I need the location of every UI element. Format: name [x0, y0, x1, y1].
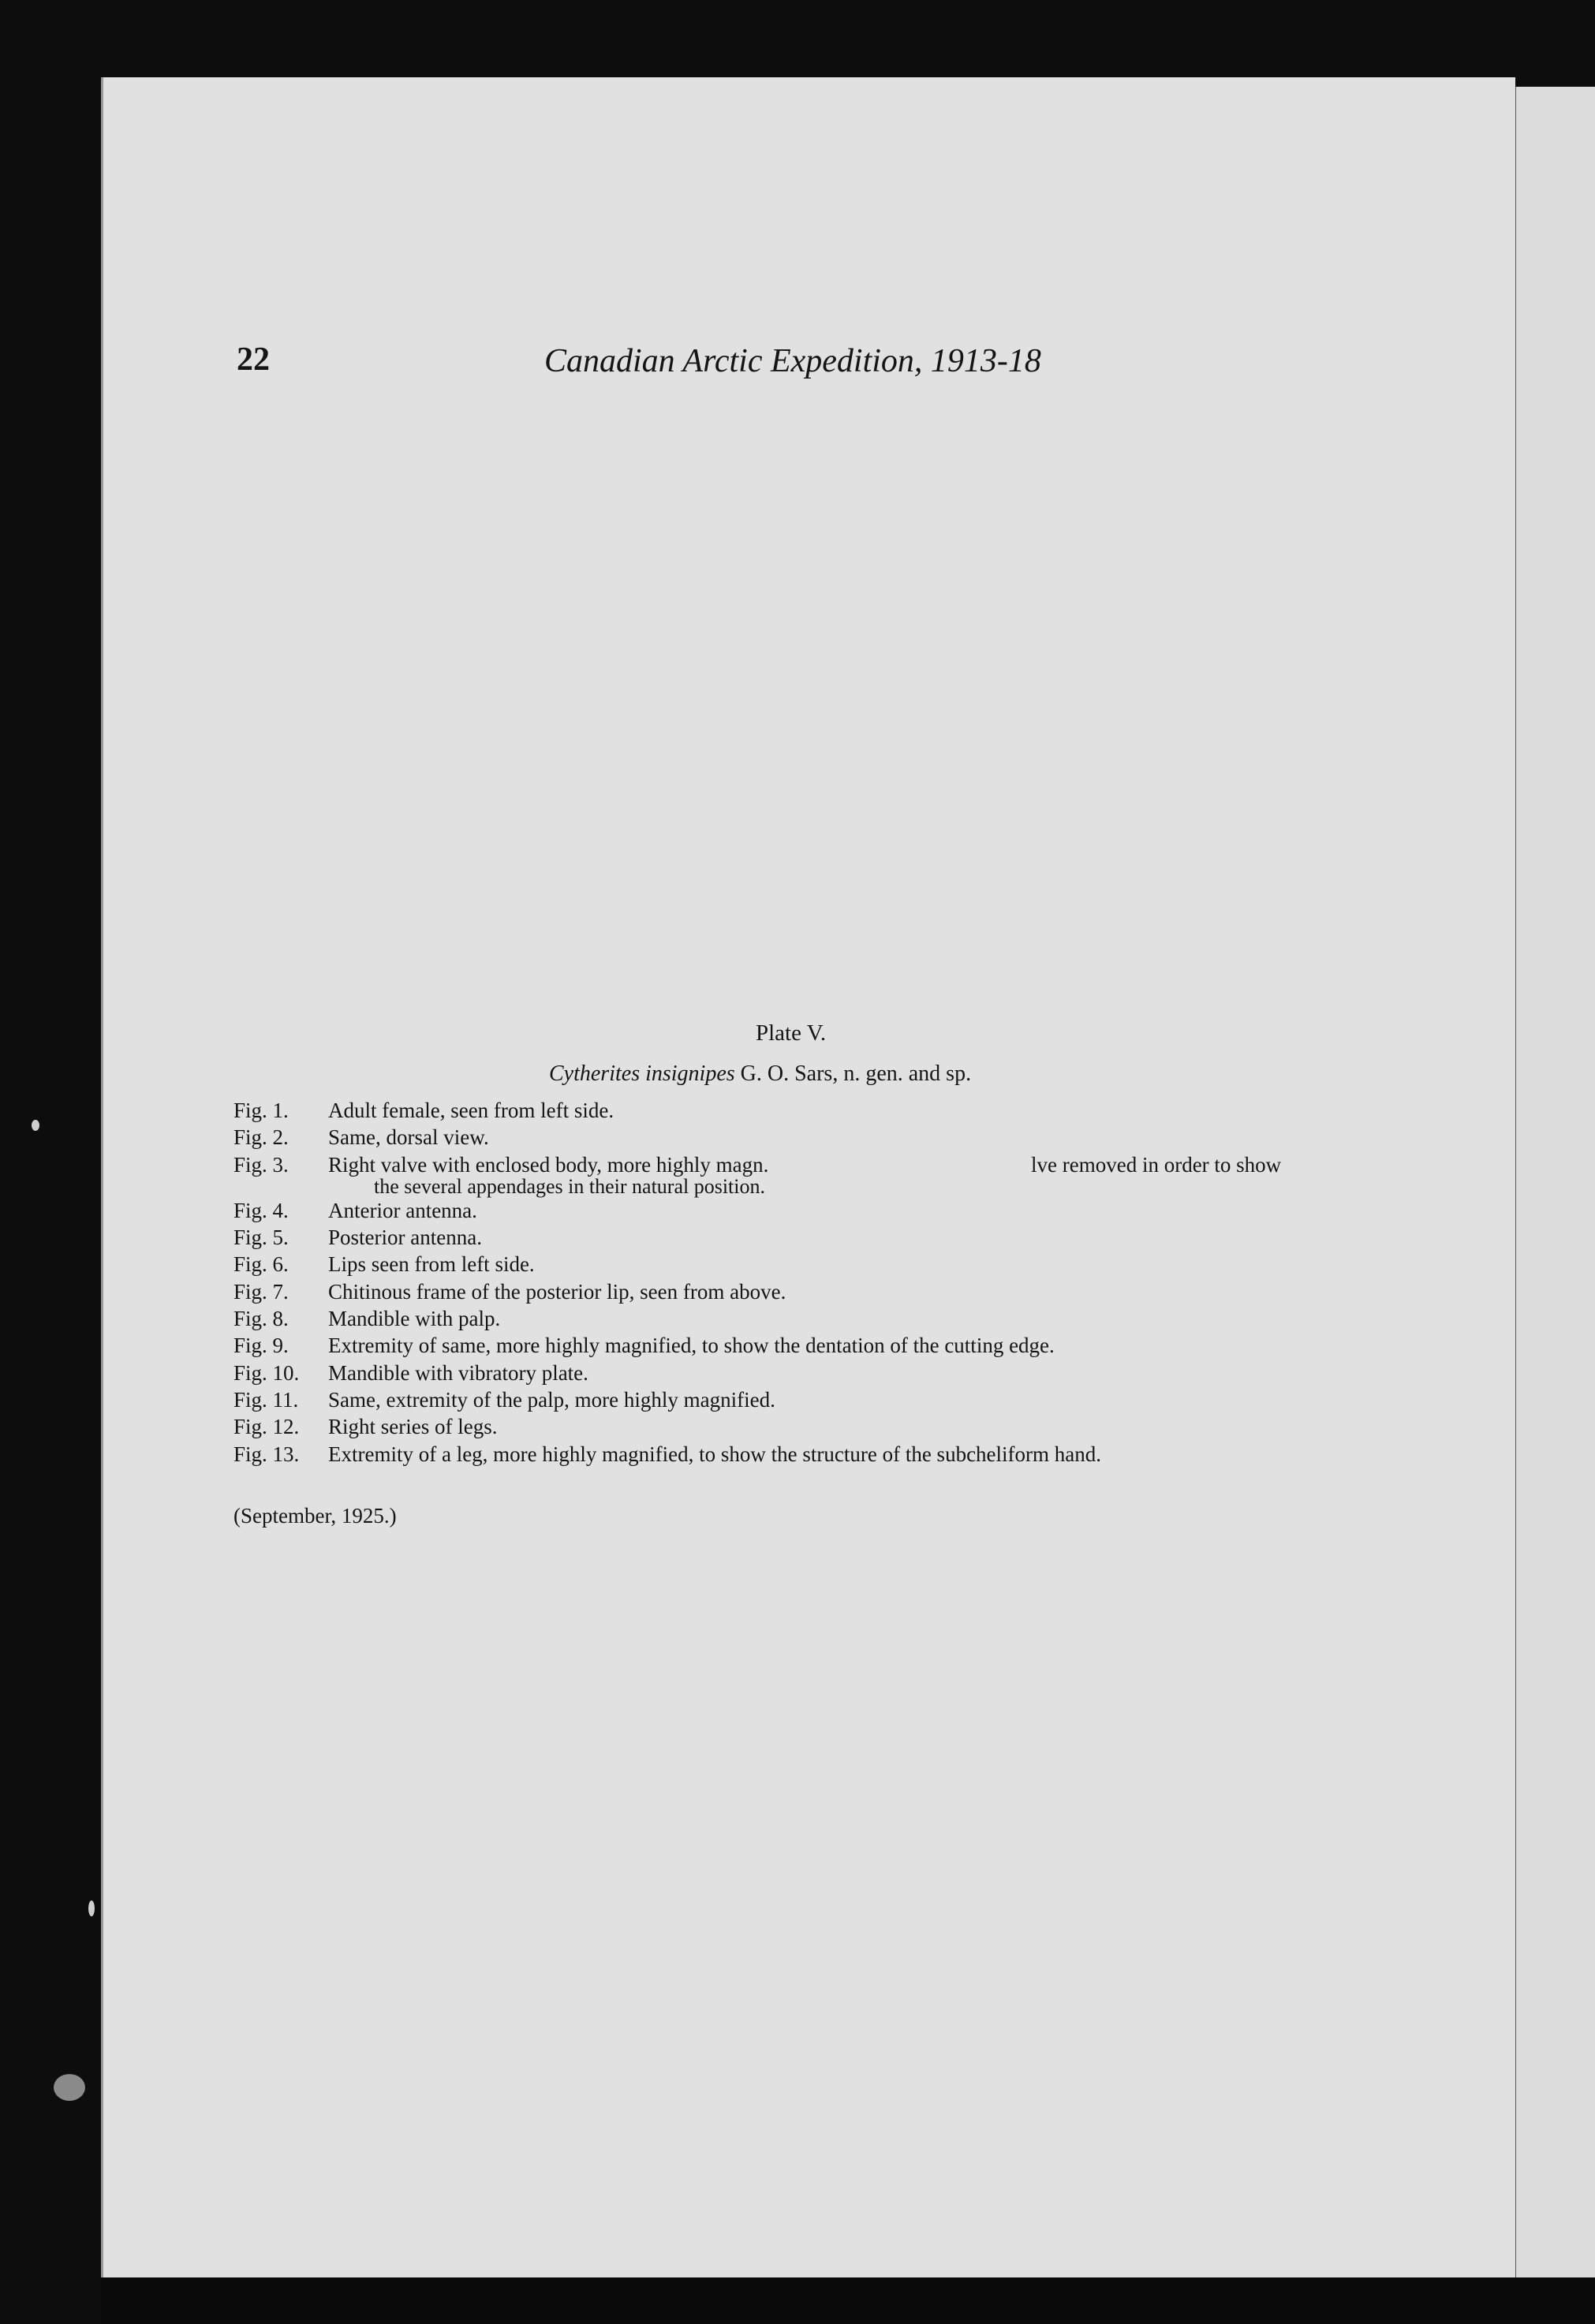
figure-description: Same, dorsal view. [328, 1125, 489, 1150]
figure-description: Extremity of same, more highly magnified, to show the dentation of the cutting edge. [328, 1334, 1055, 1358]
figure-label: Fig. 12. [233, 1415, 300, 1439]
document-page [101, 77, 1515, 2277]
figure-description: Right valve with enclosed body, more highly magn. [328, 1152, 769, 1177]
scan-speck [88, 1901, 95, 1916]
figure-label: Fig. 13. [233, 1442, 300, 1466]
figure-label: Fig. 8. [233, 1307, 289, 1331]
figure-label: Fig. 1. [233, 1099, 289, 1122]
figure-description: Extremity of a leg, more highly magnified, to show the structure of the subcheliform hand. [328, 1442, 1102, 1466]
figure-label: Fig. 7. [233, 1279, 289, 1304]
scan-speck [54, 2074, 85, 2101]
figure-label: Fig. 6. [233, 1252, 289, 1277]
scan-speck [32, 1120, 39, 1131]
figure-label: Fig. 5. [233, 1225, 289, 1250]
species-name: Cytherites insignipes [549, 1061, 735, 1086]
figure-description: Anterior antenna. [328, 1198, 477, 1222]
plate-title: Plate V. [756, 1020, 827, 1046]
figure-description: Chitinous frame of the posterior lip, seen from above. [328, 1279, 786, 1304]
figure-label: Fig. 2. [233, 1125, 289, 1150]
figure-description: Adult female, seen from left side. [328, 1099, 614, 1122]
figure-description: Mandible with palp. [328, 1307, 501, 1331]
plate-subtitle [549, 1061, 971, 1087]
figure-description: Right series of legs. [328, 1415, 498, 1439]
figure-description: Lips seen from left side. [328, 1252, 535, 1277]
figure-label: Fig. 4. [233, 1198, 289, 1222]
figure-label: Fig. 11. [233, 1387, 299, 1412]
species-authority: G. O. Sars, n. gen. and sp. [734, 1061, 972, 1086]
figure-description-continuation: the several appendages in their natural position. [374, 1174, 766, 1198]
date-note: (September, 1925.) [233, 1504, 397, 1528]
figure-description: Same, extremity of the palp, more highly magnified. [328, 1387, 775, 1412]
figure-label: Fig. 10. [233, 1360, 300, 1385]
figure-description: Posterior antenna. [328, 1225, 482, 1250]
running-head: Canadian Arctic Expedition, 1913-18 [544, 343, 1041, 379]
scan-bottom-edge [101, 2277, 1595, 2324]
figure-description-fragment: lve removed in order to show [1031, 1152, 1282, 1177]
figure-label: Fig. 9. [233, 1334, 289, 1358]
facing-page-edge [1513, 87, 1595, 2287]
page-number: 22 [237, 341, 270, 378]
figure-label: Fig. 3. [233, 1152, 289, 1177]
figure-description: Mandible with vibratory plate. [328, 1360, 588, 1385]
